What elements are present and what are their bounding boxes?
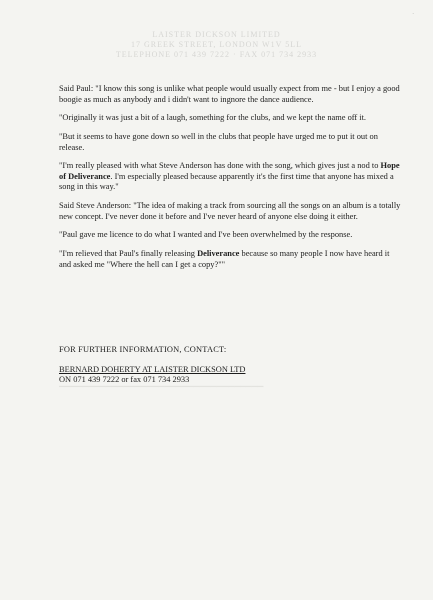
bold-title: Deliverance — [197, 249, 240, 259]
press-release-body — [59, 84, 403, 278]
bold-title: Hope of Deliverance — [59, 161, 400, 181]
paragraph-4 — [59, 161, 403, 193]
contact-block — [59, 345, 403, 386]
paragraph-5 — [59, 201, 403, 222]
contact-heading: FOR FURTHER INFORMATION, CONTACT: — [59, 345, 227, 354]
show-through-text: ▔▔▔▔▔▔▔▔▔▔▔▔▔▔▔▔▔▔▔▔▔▔▔▔▔▔▔▔▔▔▔▔▔▔▔ — [59, 386, 264, 395]
paragraph-text: . I'm especially pleased because apparently it's the first time that anyone has mixed a song in this way." — [59, 171, 394, 192]
paragraph-3 — [59, 132, 403, 153]
paragraph-text: because so many people I now have heard it and asked me "Where the hell can I get a copy?"" — [59, 249, 390, 269]
corner-mark: · — [412, 10, 415, 18]
letterhead-line-1: LAISTER DICKSON LIMITED — [152, 30, 281, 39]
paragraph-7 — [59, 249, 403, 270]
paragraph-6 — [59, 230, 403, 241]
paragraph-1 — [59, 84, 403, 105]
paragraph-text: Said Paul: "I know this song is unlike what people would usually expect from me - but I enjoy a good boogie as much as anybody and i didn't want to ingnore the dance audience. — [59, 84, 400, 104]
letterhead-line-3: TELEPHONE 071 439 7222 · FAX 071 734 2933 — [115, 50, 318, 59]
paragraph-text: "I'm really pleased with what Steve Anderson has done with the song, which gives just a nod to — [59, 161, 381, 171]
paragraph-text: "Originally it was just a bit of a laugh, something for the clubs, and we kept the name off it. — [59, 113, 367, 123]
letterhead — [0, 30, 433, 60]
paragraph-2 — [59, 113, 403, 124]
contact-name: BERNARD DOHERTY AT LAISTER DICKSON LTD — [59, 364, 246, 374]
contact-phone: ON 071 439 7222 or fax 071 734 2933 — [59, 375, 190, 385]
paragraph-text: "But it seems to have gone down so well in the clubs that people have urged me to put it out on release. — [59, 131, 378, 152]
paragraph-text: "I'm relieved that Paul's finally releasing — [59, 249, 198, 259]
paragraph-text: Said Steve Anderson: "The idea of making a track from sourcing all the songs on an album is a totally new concept. I've never done it before and I've never heard of anyone else doing it either. — [59, 201, 401, 221]
paragraph-text: "Paul gave me licence to do what I wanted and I've been overwhelmed by the response. — [59, 230, 353, 240]
letterhead-line-2: 17 GREEK STREET, LONDON W1V 5LL — [131, 40, 302, 49]
